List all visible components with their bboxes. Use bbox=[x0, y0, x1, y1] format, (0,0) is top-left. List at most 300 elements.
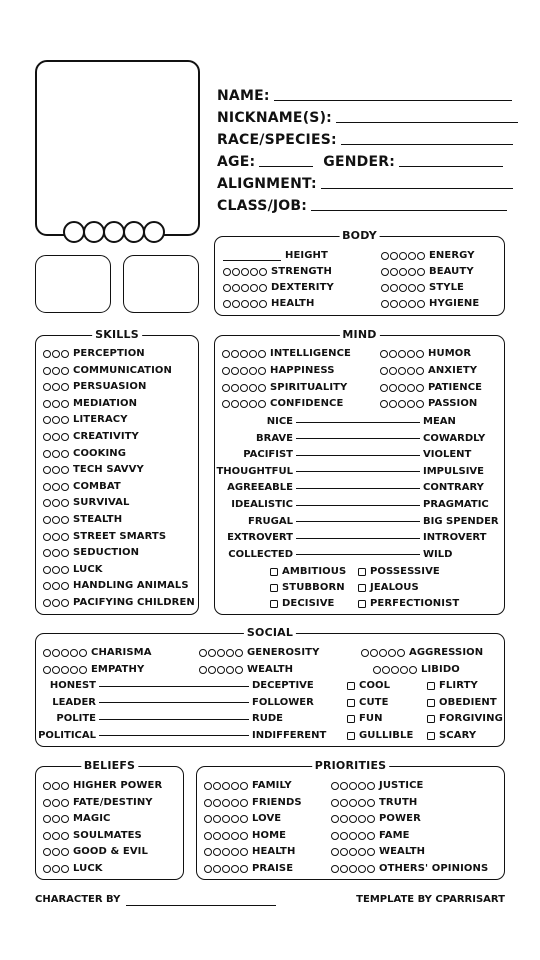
rating-circles[interactable] bbox=[222, 384, 266, 392]
rating-circle[interactable] bbox=[231, 400, 239, 408]
priority-row[interactable] bbox=[204, 797, 302, 809]
rating-circle[interactable] bbox=[43, 400, 51, 408]
rating-circle[interactable] bbox=[213, 782, 221, 790]
checkbox[interactable] bbox=[358, 568, 366, 576]
rating-circle[interactable] bbox=[331, 799, 339, 807]
priority-row[interactable] bbox=[331, 780, 423, 792]
rating-circle[interactable] bbox=[258, 367, 266, 375]
rating-circle[interactable] bbox=[398, 384, 406, 392]
rating-circles[interactable] bbox=[222, 350, 266, 358]
belief-row[interactable] bbox=[43, 863, 103, 875]
skill-row[interactable] bbox=[43, 348, 145, 360]
mind-spectrum-row[interactable] bbox=[215, 482, 484, 494]
rating-circles[interactable] bbox=[380, 367, 424, 375]
rating-circle[interactable] bbox=[103, 221, 125, 243]
rating-circle[interactable] bbox=[397, 649, 405, 657]
belief-row[interactable] bbox=[43, 846, 148, 858]
rating-circle[interactable] bbox=[43, 483, 51, 491]
rating-circles[interactable] bbox=[331, 848, 375, 856]
rating-circle[interactable] bbox=[222, 384, 230, 392]
rating-circle[interactable] bbox=[231, 367, 239, 375]
rating-circles[interactable] bbox=[373, 666, 417, 674]
small-image-box-left[interactable] bbox=[35, 255, 111, 313]
rating-circle[interactable] bbox=[231, 799, 239, 807]
rating-circles[interactable] bbox=[331, 832, 375, 840]
rating-circle[interactable] bbox=[61, 400, 69, 408]
rating-circle[interactable] bbox=[43, 599, 51, 607]
priority-row[interactable] bbox=[204, 846, 295, 858]
rating-circle[interactable] bbox=[43, 416, 51, 424]
spectrum-line[interactable] bbox=[296, 538, 420, 539]
priority-row[interactable] bbox=[331, 813, 421, 825]
spectrum-line[interactable] bbox=[296, 438, 420, 439]
rating-circle[interactable] bbox=[61, 848, 69, 856]
rating-circle[interactable] bbox=[61, 815, 69, 823]
checkbox[interactable] bbox=[358, 584, 366, 592]
rating-circle[interactable] bbox=[52, 466, 60, 474]
skill-row[interactable] bbox=[43, 497, 129, 509]
skill-row[interactable] bbox=[43, 481, 121, 493]
mind-spectrum-row[interactable] bbox=[215, 433, 485, 445]
rating-circle[interactable] bbox=[240, 350, 248, 358]
rating-circle[interactable] bbox=[43, 832, 51, 840]
social-trait-check[interactable] bbox=[347, 680, 390, 692]
social-trait-check[interactable] bbox=[427, 730, 476, 742]
character-by-field[interactable] bbox=[35, 894, 276, 906]
height-line[interactable] bbox=[223, 260, 281, 261]
rating-circle[interactable] bbox=[407, 400, 415, 408]
rating-circles[interactable] bbox=[331, 799, 375, 807]
mind-trait-check[interactable] bbox=[270, 598, 335, 610]
rating-circle[interactable] bbox=[258, 400, 266, 408]
social-stat-row[interactable] bbox=[361, 647, 483, 659]
rating-circle[interactable] bbox=[61, 582, 69, 590]
rating-circles[interactable] bbox=[43, 782, 69, 790]
rating-circle[interactable] bbox=[398, 350, 406, 358]
race-field[interactable] bbox=[217, 132, 513, 148]
character-by-line[interactable] bbox=[126, 905, 276, 906]
spectrum-line[interactable] bbox=[296, 488, 420, 489]
rating-circles[interactable] bbox=[43, 549, 69, 557]
rating-circle[interactable] bbox=[340, 782, 348, 790]
skill-row[interactable] bbox=[43, 580, 189, 592]
mind-stat-row[interactable] bbox=[222, 348, 351, 360]
priority-row[interactable] bbox=[204, 863, 293, 875]
rating-circle[interactable] bbox=[61, 416, 69, 424]
priority-row[interactable] bbox=[331, 863, 488, 875]
rating-circles[interactable] bbox=[222, 400, 266, 408]
checkbox[interactable] bbox=[427, 699, 435, 707]
rating-circle[interactable] bbox=[204, 832, 212, 840]
rating-circle[interactable] bbox=[70, 649, 78, 657]
social-spectrum-row[interactable] bbox=[36, 730, 326, 742]
body-stat-row[interactable] bbox=[381, 298, 479, 310]
skill-row[interactable] bbox=[43, 464, 144, 476]
mind-stat-row[interactable] bbox=[380, 398, 477, 410]
spectrum-line[interactable] bbox=[99, 735, 249, 736]
rating-circle[interactable] bbox=[52, 848, 60, 856]
rating-circle[interactable] bbox=[208, 649, 216, 657]
alignment-field[interactable] bbox=[217, 176, 513, 192]
rating-circles[interactable] bbox=[43, 416, 69, 424]
rating-circle[interactable] bbox=[388, 649, 396, 657]
rating-circle[interactable] bbox=[370, 649, 378, 657]
rating-circle[interactable] bbox=[222, 815, 230, 823]
body-stat-row[interactable] bbox=[223, 298, 314, 310]
rating-circle[interactable] bbox=[52, 450, 60, 458]
skill-row[interactable] bbox=[43, 547, 139, 559]
rating-circle[interactable] bbox=[258, 350, 266, 358]
rating-circle[interactable] bbox=[61, 599, 69, 607]
priority-row[interactable] bbox=[204, 780, 292, 792]
rating-circle[interactable] bbox=[61, 433, 69, 441]
rating-circle[interactable] bbox=[240, 384, 248, 392]
rating-circle[interactable] bbox=[52, 832, 60, 840]
body-height-row[interactable] bbox=[223, 250, 328, 262]
belief-row[interactable] bbox=[43, 830, 142, 842]
checkbox[interactable] bbox=[270, 568, 278, 576]
rating-circle[interactable] bbox=[213, 832, 221, 840]
rating-circle[interactable] bbox=[409, 666, 417, 674]
rating-circle[interactable] bbox=[204, 815, 212, 823]
rating-circle[interactable] bbox=[235, 649, 243, 657]
nickname-field[interactable] bbox=[217, 110, 518, 126]
age-line[interactable] bbox=[259, 166, 313, 167]
mind-spectrum-row[interactable] bbox=[215, 516, 499, 528]
rating-circle[interactable] bbox=[204, 848, 212, 856]
rating-circle[interactable] bbox=[367, 799, 375, 807]
rating-circle[interactable] bbox=[349, 865, 357, 873]
rating-circle[interactable] bbox=[389, 400, 397, 408]
mind-stat-row[interactable] bbox=[222, 365, 335, 377]
rating-circle[interactable] bbox=[358, 848, 366, 856]
rating-circle[interactable] bbox=[240, 865, 248, 873]
rating-circles[interactable] bbox=[43, 400, 69, 408]
rating-circle[interactable] bbox=[204, 782, 212, 790]
rating-circle[interactable] bbox=[240, 367, 248, 375]
rating-circle[interactable] bbox=[52, 350, 60, 358]
rating-circles[interactable] bbox=[43, 450, 69, 458]
rating-circle[interactable] bbox=[258, 384, 266, 392]
rating-circle[interactable] bbox=[52, 416, 60, 424]
mind-spectrum-row[interactable] bbox=[215, 449, 471, 461]
body-stat-row[interactable] bbox=[381, 250, 475, 262]
rating-circle[interactable] bbox=[52, 400, 60, 408]
checkbox[interactable] bbox=[270, 600, 278, 608]
spectrum-line[interactable] bbox=[99, 702, 249, 703]
belief-row[interactable] bbox=[43, 813, 110, 825]
rating-circle[interactable] bbox=[52, 383, 60, 391]
rating-circle[interactable] bbox=[43, 799, 51, 807]
rating-circle[interactable] bbox=[43, 350, 51, 358]
skill-row[interactable] bbox=[43, 365, 172, 377]
rating-circle[interactable] bbox=[226, 649, 234, 657]
rating-circle[interactable] bbox=[222, 865, 230, 873]
rating-circle[interactable] bbox=[407, 367, 415, 375]
rating-circle[interactable] bbox=[358, 799, 366, 807]
social-trait-check[interactable] bbox=[427, 680, 478, 692]
rating-circle[interactable] bbox=[43, 516, 51, 524]
rating-circle[interactable] bbox=[61, 367, 69, 375]
rating-circle[interactable] bbox=[231, 384, 239, 392]
rating-circle[interactable] bbox=[416, 400, 424, 408]
skill-row[interactable] bbox=[43, 514, 122, 526]
rating-circles[interactable] bbox=[43, 566, 69, 574]
social-trait-check[interactable] bbox=[347, 697, 389, 709]
mind-spectrum-row[interactable] bbox=[215, 499, 489, 511]
belief-row[interactable] bbox=[43, 780, 162, 792]
social-stat-row[interactable] bbox=[43, 664, 144, 676]
checkbox[interactable] bbox=[427, 732, 435, 740]
rating-circle[interactable] bbox=[61, 549, 69, 557]
rating-circle[interactable] bbox=[43, 533, 51, 541]
rating-circles[interactable] bbox=[331, 865, 375, 873]
rating-circle[interactable] bbox=[52, 815, 60, 823]
spectrum-line[interactable] bbox=[99, 686, 249, 687]
belief-row[interactable] bbox=[43, 797, 153, 809]
rating-circle[interactable] bbox=[61, 649, 69, 657]
checkbox[interactable] bbox=[427, 715, 435, 723]
rating-circles[interactable] bbox=[43, 865, 69, 873]
rating-circle[interactable] bbox=[331, 832, 339, 840]
spectrum-line[interactable] bbox=[296, 521, 420, 522]
rating-circle[interactable] bbox=[340, 865, 348, 873]
rating-circle[interactable] bbox=[43, 666, 51, 674]
rating-circle[interactable] bbox=[407, 350, 415, 358]
alignment-line[interactable] bbox=[321, 188, 513, 189]
rating-circle[interactable] bbox=[217, 649, 225, 657]
rating-circle[interactable] bbox=[61, 832, 69, 840]
mind-stat-row[interactable] bbox=[222, 382, 347, 394]
rating-circle[interactable] bbox=[43, 466, 51, 474]
rating-circle[interactable] bbox=[52, 599, 60, 607]
body-stat-row[interactable] bbox=[223, 282, 334, 294]
rating-circle[interactable] bbox=[240, 815, 248, 823]
rating-circle[interactable] bbox=[380, 400, 388, 408]
rating-circle[interactable] bbox=[52, 582, 60, 590]
spectrum-line[interactable] bbox=[296, 422, 420, 423]
rating-circle[interactable] bbox=[52, 367, 60, 375]
spectrum-line[interactable] bbox=[296, 455, 420, 456]
body-stat-row[interactable] bbox=[381, 282, 464, 294]
rating-circle[interactable] bbox=[231, 865, 239, 873]
rating-circles[interactable] bbox=[43, 599, 69, 607]
rating-circle[interactable] bbox=[61, 566, 69, 574]
social-spectrum-row[interactable] bbox=[36, 713, 283, 725]
rating-circle[interactable] bbox=[240, 799, 248, 807]
rating-circle[interactable] bbox=[380, 367, 388, 375]
rating-circle[interactable] bbox=[340, 799, 348, 807]
rating-circle[interactable] bbox=[240, 400, 248, 408]
rating-circle[interactable] bbox=[199, 666, 207, 674]
rating-circle[interactable] bbox=[52, 433, 60, 441]
rating-circle[interactable] bbox=[143, 221, 165, 243]
small-image-box-right[interactable] bbox=[123, 255, 199, 313]
rating-circle[interactable] bbox=[249, 384, 257, 392]
rating-circle[interactable] bbox=[398, 367, 406, 375]
rating-circle[interactable] bbox=[61, 499, 69, 507]
mind-trait-check[interactable] bbox=[358, 566, 440, 578]
checkbox[interactable] bbox=[358, 600, 366, 608]
skill-row[interactable] bbox=[43, 398, 137, 410]
rating-circle[interactable] bbox=[416, 350, 424, 358]
rating-circle[interactable] bbox=[43, 450, 51, 458]
rating-circle[interactable] bbox=[340, 832, 348, 840]
rating-circles[interactable] bbox=[222, 367, 266, 375]
rating-circles[interactable] bbox=[361, 649, 405, 657]
rating-circle[interactable] bbox=[367, 782, 375, 790]
rating-circle[interactable] bbox=[367, 848, 375, 856]
rating-circle[interactable] bbox=[349, 799, 357, 807]
rating-circles[interactable] bbox=[43, 499, 69, 507]
social-trait-check[interactable] bbox=[347, 730, 413, 742]
rating-circles[interactable] bbox=[43, 582, 69, 590]
rating-circle[interactable] bbox=[382, 666, 390, 674]
rating-circles[interactable] bbox=[43, 433, 69, 441]
rating-circles[interactable] bbox=[331, 815, 375, 823]
rating-circles[interactable] bbox=[43, 848, 69, 856]
rating-circle[interactable] bbox=[208, 666, 216, 674]
rating-circles[interactable] bbox=[43, 799, 69, 807]
mind-trait-check[interactable] bbox=[358, 598, 459, 610]
rating-circles[interactable] bbox=[43, 649, 87, 657]
rating-circle[interactable] bbox=[391, 666, 399, 674]
rating-circle[interactable] bbox=[213, 799, 221, 807]
rating-circle[interactable] bbox=[43, 815, 51, 823]
mind-spectrum-row[interactable] bbox=[215, 532, 487, 544]
social-stat-row[interactable] bbox=[199, 664, 293, 676]
rating-circle[interactable] bbox=[349, 848, 357, 856]
rating-circle[interactable] bbox=[43, 433, 51, 441]
rating-circle[interactable] bbox=[416, 384, 424, 392]
rating-circles[interactable] bbox=[43, 815, 69, 823]
gender-line[interactable] bbox=[399, 166, 503, 167]
rating-circle[interactable] bbox=[222, 400, 230, 408]
rating-circle[interactable] bbox=[400, 666, 408, 674]
spectrum-line[interactable] bbox=[296, 505, 420, 506]
checkbox[interactable] bbox=[347, 682, 355, 690]
rating-circles[interactable] bbox=[43, 832, 69, 840]
rating-circle[interactable] bbox=[52, 799, 60, 807]
rating-circle[interactable] bbox=[213, 815, 221, 823]
rating-circle[interactable] bbox=[217, 666, 225, 674]
rating-circle[interactable] bbox=[61, 516, 69, 524]
class-line[interactable] bbox=[311, 210, 507, 211]
rating-circle[interactable] bbox=[222, 799, 230, 807]
portrait-frame[interactable] bbox=[35, 60, 200, 236]
rating-circles[interactable] bbox=[204, 782, 248, 790]
rating-circle[interactable] bbox=[231, 815, 239, 823]
rating-circle[interactable] bbox=[43, 848, 51, 856]
rating-circle[interactable] bbox=[61, 666, 69, 674]
rating-circles[interactable] bbox=[43, 383, 69, 391]
rating-circle[interactable] bbox=[367, 815, 375, 823]
rating-circle[interactable] bbox=[79, 649, 87, 657]
rating-circle[interactable] bbox=[367, 865, 375, 873]
rating-circles[interactable] bbox=[380, 400, 424, 408]
skill-row[interactable] bbox=[43, 531, 166, 543]
name-line[interactable] bbox=[274, 100, 512, 101]
rating-circle[interactable] bbox=[222, 367, 230, 375]
priority-row[interactable] bbox=[331, 797, 417, 809]
rating-circle[interactable] bbox=[240, 848, 248, 856]
age-gender-field[interactable] bbox=[217, 154, 503, 170]
mind-trait-check[interactable] bbox=[270, 582, 345, 594]
checkbox[interactable] bbox=[347, 699, 355, 707]
rating-circle[interactable] bbox=[231, 782, 239, 790]
rating-circle[interactable] bbox=[231, 832, 239, 840]
body-stat-row[interactable] bbox=[381, 266, 474, 278]
rating-circle[interactable] bbox=[349, 832, 357, 840]
mind-stat-row[interactable] bbox=[380, 382, 482, 394]
rating-circle[interactable] bbox=[231, 350, 239, 358]
rating-circle[interactable] bbox=[380, 350, 388, 358]
rating-circle[interactable] bbox=[52, 566, 60, 574]
rating-circle[interactable] bbox=[379, 649, 387, 657]
rating-circle[interactable] bbox=[389, 367, 397, 375]
skill-row[interactable] bbox=[43, 414, 128, 426]
rating-circle[interactable] bbox=[61, 865, 69, 873]
social-trait-check[interactable] bbox=[347, 713, 383, 725]
rating-circle[interactable] bbox=[70, 666, 78, 674]
rating-circles[interactable] bbox=[43, 367, 69, 375]
skill-row[interactable] bbox=[43, 381, 146, 393]
rating-circle[interactable] bbox=[249, 400, 257, 408]
spectrum-line[interactable] bbox=[296, 554, 420, 555]
rating-circles[interactable] bbox=[43, 483, 69, 491]
social-stat-row[interactable] bbox=[199, 647, 319, 659]
rating-circles[interactable] bbox=[199, 666, 243, 674]
rating-circle[interactable] bbox=[358, 832, 366, 840]
rating-circle[interactable] bbox=[61, 350, 69, 358]
rating-circles[interactable] bbox=[204, 848, 248, 856]
rating-circle[interactable] bbox=[389, 350, 397, 358]
rating-circle[interactable] bbox=[213, 865, 221, 873]
checkbox[interactable] bbox=[427, 682, 435, 690]
rating-circles[interactable] bbox=[204, 799, 248, 807]
social-spectrum-row[interactable] bbox=[36, 680, 314, 692]
rating-circles[interactable] bbox=[43, 516, 69, 524]
rating-circle[interactable] bbox=[331, 848, 339, 856]
social-stat-row[interactable] bbox=[373, 664, 460, 676]
mind-spectrum-row[interactable] bbox=[215, 466, 484, 478]
nickname-line[interactable] bbox=[336, 122, 518, 123]
rating-circle[interactable] bbox=[43, 549, 51, 557]
rating-circle[interactable] bbox=[43, 499, 51, 507]
rating-circle[interactable] bbox=[61, 466, 69, 474]
rating-circle[interactable] bbox=[61, 782, 69, 790]
rating-circle[interactable] bbox=[52, 533, 60, 541]
rating-circle[interactable] bbox=[204, 799, 212, 807]
rating-circle[interactable] bbox=[331, 782, 339, 790]
rating-circle[interactable] bbox=[52, 499, 60, 507]
rating-circle[interactable] bbox=[123, 221, 145, 243]
spectrum-line[interactable] bbox=[296, 471, 420, 472]
rating-circle[interactable] bbox=[240, 832, 248, 840]
rating-circle[interactable] bbox=[416, 367, 424, 375]
rating-circle[interactable] bbox=[43, 383, 51, 391]
rating-circle[interactable] bbox=[358, 865, 366, 873]
skill-row[interactable] bbox=[43, 597, 195, 609]
skill-row[interactable] bbox=[43, 448, 126, 460]
rating-circle[interactable] bbox=[52, 649, 60, 657]
rating-circles[interactable] bbox=[204, 832, 248, 840]
skill-row[interactable] bbox=[43, 564, 103, 576]
rating-circle[interactable] bbox=[226, 666, 234, 674]
social-trait-check[interactable] bbox=[427, 697, 497, 709]
mind-trait-check[interactable] bbox=[270, 566, 346, 578]
rating-circle[interactable] bbox=[61, 799, 69, 807]
